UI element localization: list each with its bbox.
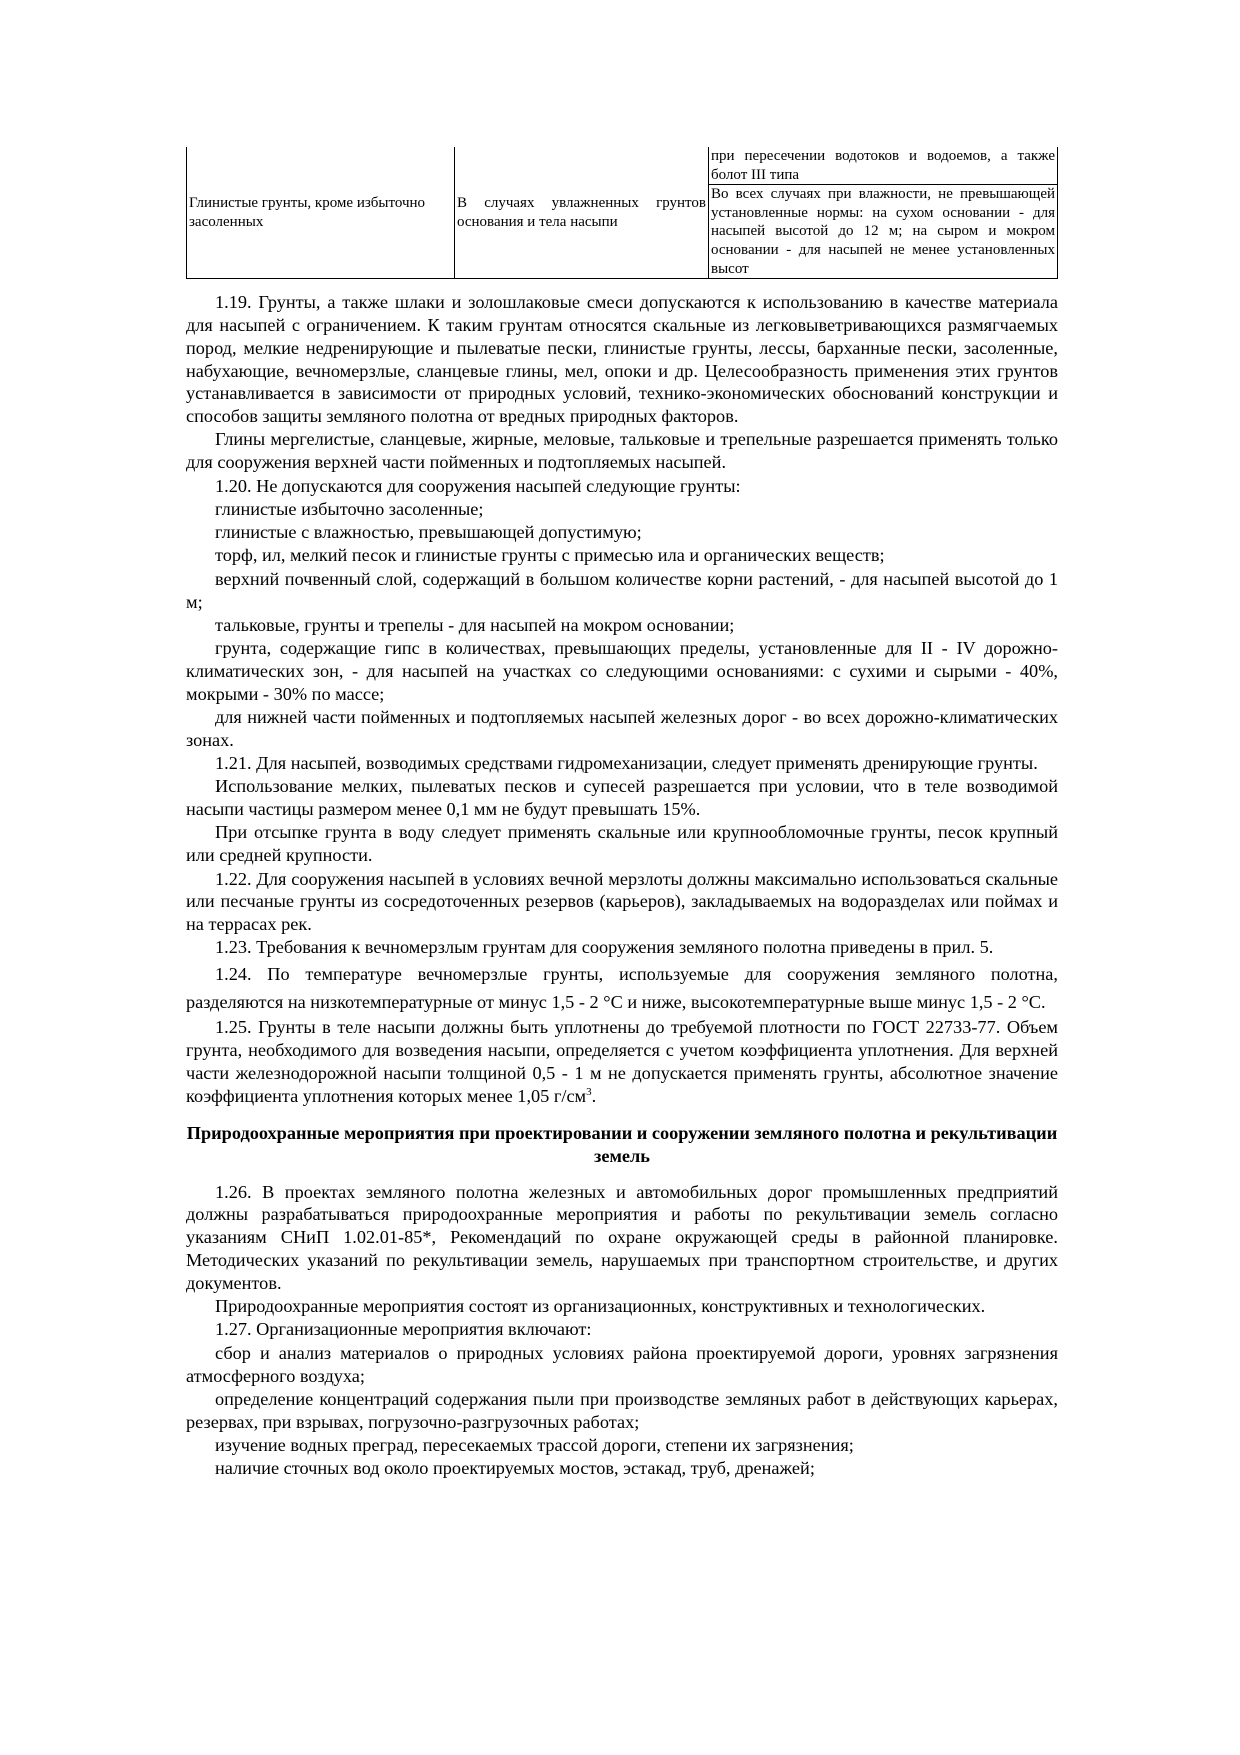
list-item: изучение водных преград, пересекаемых трассой дороги, степени их загрязнения; — [215, 1434, 854, 1455]
document-page — [186, 147, 1058, 1481]
table-row — [187, 147, 1058, 185]
list-item: тальковые, грунты и трепелы - для насыпей на мокром основании; — [215, 614, 735, 635]
paragraph: Глины мергелистые, сланцевые, жирные, меловые, тальковые и трепельные разрешается применять только для сооружения верхней части пойменных и подтопляемых насыпей. — [186, 429, 1058, 473]
paragraph-1-22: 1.22. Для сооружения насыпей в условиях вечной мерзлоты должны максимально использоваться скальные или песчаные грунты из сосредоточенных резервов (карьеров), закладываемых на водоразделах или поймах и на террасах рек. — [186, 868, 1058, 935]
list-item: для нижней части пойменных и подтопляемых насыпей железных дорог - во всех дорожно-климатических зонах. — [186, 707, 1058, 750]
list-item: глинистые с влажностью, превышающей допустимую; — [215, 522, 642, 543]
list-item: определение концентраций содержания пыли при производстве земляных работ в действующих карьерах, резервах, при взрывах, погрузочно-разгрузочных работах; — [186, 1388, 1058, 1432]
paragraph-1-25 — [186, 1016, 1058, 1107]
superscript: 3 — [586, 1085, 592, 1098]
list-item: сбор и анализ материалов о природных условиях района проектируемой дороги, уровнях загрязнения атмосферного воздуха; — [186, 1342, 1058, 1386]
list-item: грунта, содержащие гипс в количествах, превышающих пределы, установленные для II - IV дорожно-климатических зон, - для насыпей на участках со следующими основаниями: с сухими и сырыми - 40%, мокрыми - 30% по массе; — [186, 638, 1058, 704]
list-item: наличие сточных вод около проектируемых мостов, эстакад, труб, дренажей; — [215, 1458, 815, 1479]
table-cell-requirement-top: при пересечении водотоков и водоемов, а также болот III типа — [709, 147, 1058, 185]
paragraph-1-23: 1.23. Требования к вечномерзлым грунтам для сооружения земляного полотна приведены в прил. 5. — [215, 937, 994, 958]
paragraph-1-20: 1.20. Не допускаются для сооружения насыпей следующие грунты: — [215, 475, 741, 496]
paragraph: Использование мелких, пылеватых песков и супесей разрешается при условии, что в теле возводимой насыпи частицы размером менее 0,1 мм не будут превышать 15%. — [186, 776, 1058, 820]
paragraph: Природоохранные мероприятия состоят из организационных, конструктивных и технологических. — [215, 1296, 986, 1317]
paragraph-1-26: 1.26. В проектах земляного полотна железных и автомобильных дорог промышленных предприятий должны разрабатываться природоохранные мероприятия и работы по рекультивации земель согласно указаниям СНиП 1.02.01-85*, Рекомендаций по охране окружающей среды в районной планировке. Методических указаний по рекультивации земель, нарушаемых при транспортном строительстве, и других документов. — [186, 1181, 1058, 1293]
list-item: глинистые избыточно засоленные; — [215, 498, 484, 519]
section-heading: Природоохранные мероприятия при проектировании и сооружении земляного полотна и рекультивации земель — [186, 1123, 1058, 1167]
list-item: верхний почвенный слой, содержащий в большом количестве корни растений, - для насыпей высотой до 1 м; — [186, 568, 1058, 612]
paragraph-1-25-text: 1.25. Грунты в теле насыпи должны быть уплотнены до требуемой плотности по ГОСТ 22733-77. Объем грунта, необходимого для возведения насыпи, определяется с учетом коэффициента уплотнения. Для верхней части железнодорожной насыпи толщиной 0,5 - 1 м не допускается применять грунты, абсолютное значение коэффициента уплотнения которых менее 1,05 г/см — [186, 1017, 1058, 1106]
list-item: торф, ил, мелкий песок и глинистые грунты с примесью ила и органических веществ; — [215, 545, 885, 566]
paragraph-1-24: 1.24. По температуре вечномерзлые грунты, используемые для сооружения земляного полотна, разделяются на низкотемпературные от минус 1,5 - 2 °С и ниже, высокотемпературные выше минус 1,5 - 2 °С. — [186, 963, 1058, 1012]
paragraph-1-21: 1.21. Для насыпей, возводимых средствами гидромеханизации, следует применять дренирующие грунты. — [215, 753, 1038, 774]
table-cell-requirement: Во всех случаях при влажности, не превышающей установленные нормы: на сухом основании - для насыпей высотой до 12 м; на сыром и мокром основании - для насыпей не менее установленных высот — [709, 185, 1058, 279]
paragraph-end: . — [591, 1085, 597, 1106]
paragraph: При отсыпке грунта в воду следует применять скальные или крупнообломочные грунты, песок крупный или средней крупности. — [186, 822, 1058, 866]
document-body — [186, 291, 1058, 1480]
soil-table — [186, 147, 1058, 279]
paragraph-1-19: 1.19. Грунты, а также шлаки и золошлаковые смеси допускаются к использованию в качестве материала для насыпей с ограничением. К таким грунтам относятся скальные из легковыветривающихся размягчаемых пород, мелкие недренирующие и пылеватые пески, глинистые грунты, лессы, барханные пески, засоленные, набухающие, вечномерзлые, сланцевые глины, мел, опоки и др. Целесообразность применения этих грунтов устанавливается в зависимости от природных условий, технико-экономических обоснований конструкции и способов защиты земляного полотна от вредных природных факторов. — [186, 292, 1058, 427]
table-cell-condition: В случаях увлажненных грунтов основания и тела насыпи — [455, 147, 709, 279]
table-cell-soil-type: Глинистые грунты, кроме избыточно засоленных — [187, 147, 455, 279]
paragraph-1-27: 1.27. Организационные мероприятия включают: — [215, 1319, 592, 1340]
